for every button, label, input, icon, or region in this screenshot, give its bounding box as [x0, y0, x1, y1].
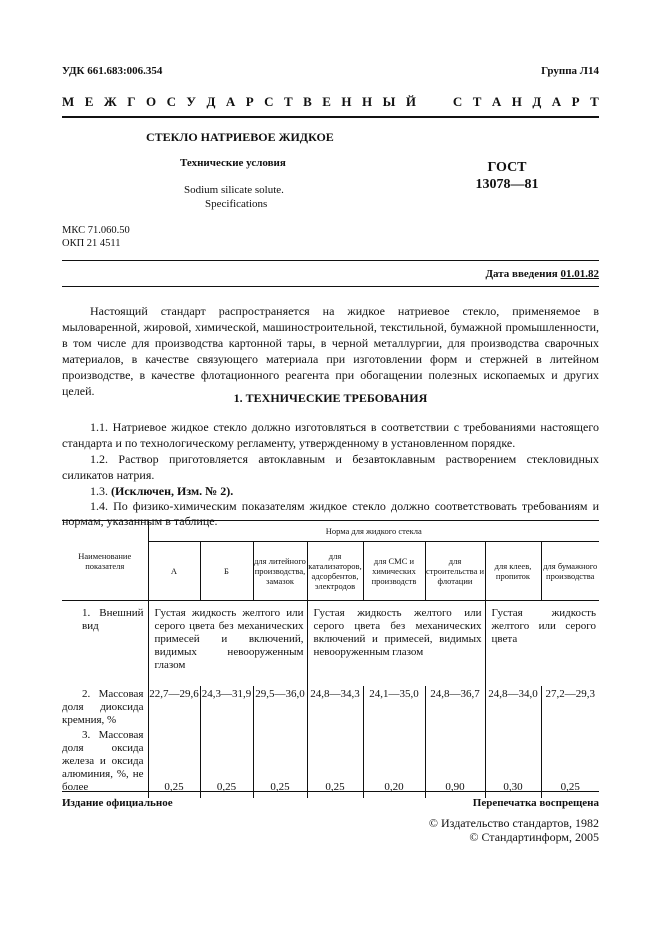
- document-title: СТЕКЛО НАТРИЕВОЕ ЖИДКОЕ: [146, 130, 334, 144]
- paragraph-1-3-text: (Исключен, Изм. № 2).: [111, 484, 234, 498]
- mks-code: МКС 71.060.50: [62, 225, 130, 236]
- banner-letter: Н: [362, 94, 373, 109]
- section-title: 1. ТЕХНИЧЕСКИЕ ТРЕБОВАНИЯ: [233, 391, 428, 405]
- banner-letter: А: [551, 94, 562, 109]
- intro-paragraph: Настоящий стандарт распространяется на жидкое натриевое стекло, применяемое в мыловаренной, жировой, химической, машиностроительной, текстильной, бумажной промышленности, в том числе для производства картонной тары, в черной металлургии, для производства сварочных материалов, в качестве связующего материала при изготовлении форм и стержней в литейном производстве, в качестве флотационного реагента при обогащении полезных ископаемых и других целей.: [62, 304, 599, 398]
- banner-gap: [426, 94, 442, 110]
- row2-value: 24,8—36,7: [425, 686, 485, 727]
- banner-letter: Д: [532, 94, 542, 109]
- banner-letter: Ы: [382, 94, 396, 109]
- gost-label: ГОСТ: [487, 160, 527, 175]
- group-code: Группа Л14: [541, 65, 599, 77]
- row3-value: 0,20: [363, 727, 425, 798]
- banner-letter: С: [264, 94, 274, 109]
- row2-value: 27,2—29,3: [541, 686, 599, 727]
- gost-code: 13078—81: [475, 177, 539, 192]
- table-row: [62, 686, 599, 727]
- copyright: [429, 816, 599, 844]
- row2-value: 29,5—36,0: [253, 686, 307, 727]
- row2-name: 2. Массовая доля диоксида кремния, %: [62, 688, 144, 726]
- paragraph-1-1: 1.1. Натриевое жидкое стекло должно изготовляться в соответствии с требованиями настоящего стандарта и по технологическому регламенту, утвержденному в установленном порядке.: [62, 420, 599, 450]
- paragraph-1-3-number: 1.3.: [90, 484, 108, 498]
- header-col-sms: для СМС и химических производств: [363, 542, 425, 601]
- banner-letter: У: [186, 94, 196, 109]
- banner-letter: Т: [284, 94, 293, 109]
- banner-letter: А: [225, 94, 236, 109]
- header-indicator-name: Наименование показателя: [62, 521, 148, 601]
- row2-value: 24,3—31,9: [200, 686, 253, 727]
- banner-letter: Р: [571, 94, 580, 109]
- copyright-1: © Издательство стандартов, 1982: [428, 816, 599, 830]
- banner-letter: Н: [341, 94, 352, 109]
- row1-value-ab: Густая жидкость желтого или серого цвета без механических примесей и включений, видимых невооруженным глазом: [148, 601, 307, 687]
- header-col-glue: для клеев, пропиток: [485, 542, 541, 601]
- english-subtitle: Specifications: [205, 198, 268, 210]
- banner-letter: С: [452, 94, 463, 109]
- row2-value: 24,1—35,0: [363, 686, 425, 727]
- row3-value: 0,90: [425, 727, 485, 798]
- header-col-foundry: для литейного производства, замазок: [253, 542, 307, 601]
- row2-value: 22,7—29,6: [148, 686, 200, 727]
- banner-letter: Е: [322, 94, 331, 109]
- official-edition: Издание официальное: [62, 797, 173, 809]
- banner-letter: Р: [245, 94, 254, 109]
- header-col-a: А: [148, 542, 200, 601]
- table-row: [62, 727, 599, 798]
- banner-letter: Е: [84, 94, 94, 109]
- row1-name: 1. Внешний вид: [82, 607, 144, 632]
- banner-letter: Ж: [103, 94, 117, 109]
- intro-date-label: Дата введения: [485, 268, 558, 280]
- banner-letter: Г: [127, 94, 136, 109]
- row3-value: 0,25: [148, 727, 200, 798]
- banner-letter: М: [62, 94, 75, 109]
- header-rule: [62, 116, 599, 118]
- paragraph-1-3: [62, 483, 599, 499]
- banner-letter: В: [303, 94, 312, 109]
- banner-letter: С: [166, 94, 176, 109]
- intro-date-value: 01.01.82: [560, 268, 599, 280]
- paragraph-1-2: 1.2. Раствор приготовляется автоклавным и безавтоклавным растворением стекловидных силикатов натрия.: [62, 452, 599, 482]
- okp-code: ОКП 21 4511: [62, 238, 121, 249]
- row2-value: 24,8—34,0: [485, 686, 541, 727]
- header-col-catalysts: для катализаторов, адсорбентов, электродов: [307, 542, 363, 601]
- row3-value: 0,30: [485, 727, 541, 798]
- date-rule-bottom: [62, 286, 599, 287]
- row3-value: 0,25: [200, 727, 253, 798]
- paragraph-1-4: 1.4. По физико-химическим показателям жидкое стекло должно соответствовать требованиям и нормам, указанным в таблице.: [62, 499, 599, 528]
- row3-value: 0,25: [253, 727, 307, 798]
- banner-letter: А: [491, 94, 502, 109]
- requirements-table: [62, 520, 599, 798]
- banner-letter: Д: [206, 94, 216, 109]
- header-norm: Норма для жидкого стекла: [148, 521, 599, 542]
- udk-code: УДК 661.683:006.354: [62, 65, 163, 77]
- intro-date: [485, 268, 599, 280]
- row1-value-construction: Густая жидкость желтого или серого цвета: [485, 601, 599, 687]
- row2-value: 24,8—34,3: [307, 686, 363, 727]
- banner-letter: Т: [590, 94, 599, 109]
- header-col-b: Б: [200, 542, 253, 601]
- banner-letter: Т: [472, 94, 482, 109]
- copyright-2: © Стандартинформ, 2005: [469, 830, 599, 844]
- header-col-paper: для бумажного производства: [541, 542, 599, 601]
- row1-value-catalysts: Густая жидкость желтого или серого цвета без механических включений и примесей, видимых невооруженным глазом: [307, 601, 485, 687]
- row3-value: 0,25: [541, 727, 599, 798]
- reprint-prohibited: Перепечатка воспрещена: [472, 797, 599, 809]
- gost-number: [472, 159, 542, 193]
- header-col-construction: для строительства и флотации: [425, 542, 485, 601]
- row3-value: 0,25: [307, 727, 363, 798]
- footer-rule: [62, 791, 599, 792]
- date-rule: [62, 260, 599, 261]
- banner-letter: Н: [511, 94, 522, 109]
- banner-letter: О: [145, 94, 157, 109]
- english-title: Sodium silicate solute.: [184, 184, 284, 196]
- table-row: [62, 601, 599, 687]
- standard-banner: [62, 94, 599, 110]
- classification-codes: [62, 224, 130, 250]
- banner-letter: Й: [405, 94, 416, 109]
- row3-name: 3. Массовая доля оксида железа и оксида алюминия, %, не более: [62, 729, 144, 793]
- document-subtitle: Технические условия: [180, 157, 286, 169]
